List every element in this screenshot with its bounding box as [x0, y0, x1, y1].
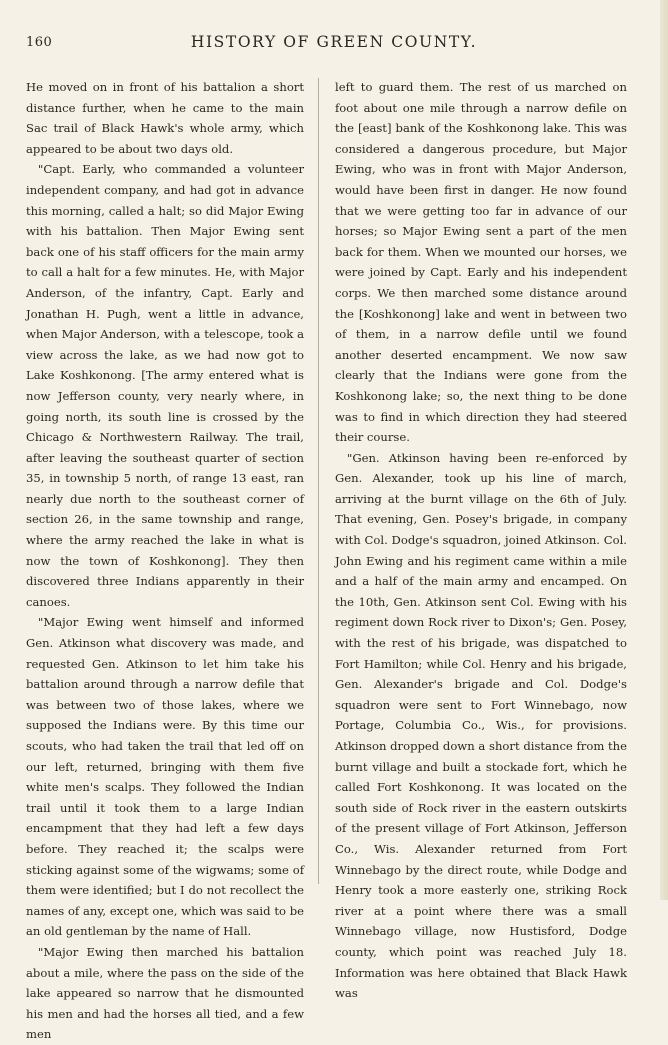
- paragraph: left to guard them. The rest of us marched on foot about one mile through a narrow defile on the [east] bank of the Koshkonong lake. This was considered a dangerous procedure, but Major Ewing, who was in front with Major Anderson, would have been first in danger. He now found that we were getting too far in advance of our horses; so Major Ewing sent a part of the men back for them. When we mounted our horses, we were joined by Capt. Early and his independent corps. We then marched some distance around the [Koshkonong] lake and went in between two of them, in a narrow defile until we found another deserted encampment. We now saw clearly that the Indians were gone from the Koshkonong lake; so, the next thing to be done was to find in which direction they had steered their course.: [335, 80, 627, 445]
- paragraph: "Major Ewing went himself and informed Gen. Atkinson what discovery was made, and requested Gen. Atkinson to let him take his battalion around through a narrow defile that was between two of those lakes, where we supposed the Indians were. By this time our scouts, who had taken the trail that led off on our left, returned, bringing with them five white men's scalps. They followed the Indian trail until it took them to a large Indian encampment that they had left a few days before. They reached it; the scalps were sticking against some of the wigwams; some of them were identified; but I do not recollect the names of any, except one, which was said to be an old gentleman by the name of Hall.: [26, 615, 304, 939]
- paragraph: "Capt. Early, who commanded a volunteer independent company, and had got in advance this morning, called a halt; so did Major Ewing with his battalion. Then Major Ewing sent back one of his staff officers for the main army to call a halt for a few minutes. He, with Major Anderson, of the infantry, Capt. Early and Jonathan H. Pugh, went a little in advance, when Major Anderson, with a telescope, took a view across the lake, as we had now got to Lake Koshkonong. [The army entered what is now Jefferson county, very nearly where, in going north, its south line is crossed by the Chicago & Northwestern Railway. The trail, after leaving the southeast quarter of section 35, in township 5 north, of range 13 east, ran nearly due north to the southeast corner of section 26, in the same township and range, where the army reached the lake in what is now the town of Koshkonong]. They then discovered three Indians apparently in their canoes.: [26, 162, 304, 609]
- page-number: 160: [26, 35, 53, 50]
- paragraph: "Gen. Atkinson having been re-enforced by Gen. Alexander, took up his line of march, arriving at the burnt village on the 6th of July. That evening, Gen. Posey's brigade, in company with Col. Dodge's squadron, joined Atkinson. Col. John Ewing and his regiment came within a mile and a half of the main army and encamped. On the 10th, Gen. Atkinson sent Col. Ewing with his regiment down Rock river to Dixon's; Gen. Posey, with the rest of his brigade, was dispatched to Fort Hamilton; while Col. Henry and his brigade, Gen. Alexander's brigade and Col. Dodge's squadron were sent to Fort Winnebago, now Portage, Columbia Co., Wis., for provisions. Atkinson dropped down a short distance from the burnt village and built a stockade fort, which he called Fort Koshkonong. It was located on the south side of Rock river in the eastern outskirts of the present village of Fort Atkinson, Jefferson Co., Wis. Alexander returned from Fort Winnebago by the direct route, while Dodge and Henry took a more easterly one, striking Rock river at a point where there was a small Winnebago village, now Hustisford, Dodge county, which point was reached July 18. Information was here obtained that Black Hawk was: [335, 450, 627, 1001]
- paragraph: "Major Ewing then marched his battalion about a mile, where the pass on the side of the lake appeared so narrow that he dismounted his men and had the horses all tied, and a few men: [26, 944, 304, 1042]
- right-column: [335, 77, 627, 1001]
- left-column: [26, 77, 304, 1042]
- column-divider: [318, 78, 319, 884]
- page-edge: [660, 0, 668, 900]
- paragraph: He moved on in front of his battalion a short distance further, when he came to the main Sac trail of Black Hawk's whole army, which appeared to be about two days old.: [26, 80, 304, 156]
- running-title: HISTORY OF GREEN COUNTY.: [190, 33, 478, 51]
